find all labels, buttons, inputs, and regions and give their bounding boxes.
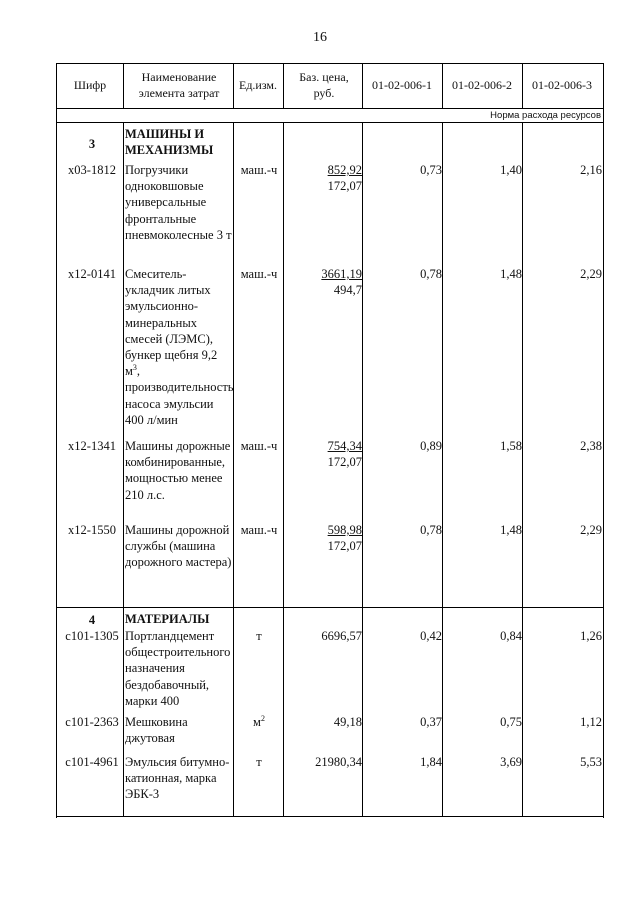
row-price-top: 598,98 (327, 523, 362, 537)
row-price-bottom: 172,07 (327, 179, 362, 193)
row-unit: маш.-ч (240, 267, 278, 281)
row-value-3: 1,12 (580, 715, 602, 729)
row-name: Машины дорожной службы (машина дорожного мастера) (125, 523, 232, 570)
row-value-1: 0,78 (420, 267, 442, 281)
row-price: 21980,34 (315, 755, 362, 769)
col-divider (283, 63, 284, 108)
row-value-3: 2,29 (580, 267, 602, 281)
section-number: 3 (88, 137, 96, 151)
row-value-3: 5,53 (580, 755, 602, 769)
row-value-1: 0,89 (420, 439, 442, 453)
row-value-1: 0,73 (420, 163, 442, 177)
row-code: х12-0141 (68, 267, 116, 281)
row-name: Мешковина джутовая (125, 715, 188, 746)
col-divider (362, 122, 363, 816)
section-title: МАТЕРИАЛЫ (125, 612, 210, 626)
row-name: Портландцемент общестроительного назначения бездобавочный, марки 400 (125, 629, 231, 708)
row-name: Эмульсия битумно-катионная, марка ЭБК-3 (125, 755, 230, 802)
row-value-1: 0,37 (420, 715, 442, 729)
row-price-bottom: 172,07 (327, 539, 362, 553)
col-divider (283, 122, 284, 816)
row-price: 49,18 (333, 715, 362, 729)
row-unit: маш.-ч (240, 439, 278, 453)
row-value-2: 1,48 (500, 523, 522, 537)
row-value-2: 0,75 (500, 715, 522, 729)
row-value-3: 2,29 (580, 523, 602, 537)
page-number: 16 (313, 30, 327, 45)
row-code: с101-1305 (65, 629, 119, 643)
row-unit: т (256, 755, 262, 769)
norm-label: Норма расхода ресурсов (490, 110, 601, 121)
row-price-bottom: 494,7 (333, 283, 362, 297)
row-value-2: 0,84 (500, 629, 522, 643)
col-divider (233, 122, 234, 816)
header-divider (57, 108, 603, 109)
row-code: х12-1550 (68, 523, 116, 537)
header-col3: 01-02-006-3 (532, 78, 592, 92)
col-divider (522, 122, 523, 816)
row-value-3: 1,26 (580, 629, 602, 643)
row-price: 6696,57 (321, 629, 362, 643)
row-value-1: 0,42 (420, 629, 442, 643)
row-price-top: 852,92 (327, 163, 362, 177)
section-title: МАШИНЫ И МЕХАНИЗМЫ (125, 127, 214, 158)
row-unit: т (256, 629, 262, 643)
col-divider (123, 122, 124, 816)
row-value-3: 2,16 (580, 163, 602, 177)
row-code: х03-1812 (68, 163, 116, 177)
header-unit: Ед.изм. (238, 78, 278, 92)
resource-table (56, 63, 604, 818)
row-unit: маш.-ч (240, 523, 278, 537)
row-code: с101-2363 (65, 715, 119, 729)
header-name: Наименование элемента затрат (138, 70, 220, 100)
row-price-bottom: 172,07 (327, 455, 362, 469)
row-value-2: 1,40 (500, 163, 522, 177)
row-name: Машины дорожные комбинированные, мощностью менее 210 л.с. (125, 439, 231, 502)
row-price-top: 754,34 (327, 439, 362, 453)
row-code: х12-1341 (68, 439, 116, 453)
header-code: Шифр (73, 78, 107, 92)
row-value-2: 3,69 (500, 755, 522, 769)
header-price: Баз. цена, руб. (299, 70, 349, 100)
col-divider (442, 122, 443, 816)
row-unit: маш.-ч (240, 163, 278, 177)
table-bottom-border (57, 816, 603, 817)
row-value-1: 0,78 (420, 523, 442, 537)
row-code: с101-4961 (65, 755, 119, 769)
row-value-1: 1,84 (420, 755, 442, 769)
row-value-3: 2,38 (580, 439, 602, 453)
row-value-2: 1,58 (500, 439, 522, 453)
section-number: 4 (88, 613, 96, 627)
header-col2: 01-02-006-2 (452, 78, 512, 92)
row-unit: $м^2$ (253, 713, 265, 729)
row-name: Погрузчики одноковшовые универсальные фронтальные пневмоколесные 3 т (125, 163, 232, 242)
row-price-top: 3661,19 (321, 267, 362, 281)
col-divider (123, 63, 124, 108)
row-name: Смеситель-укладчик литых эмульсионно-минеральных смесей (ЛЭМС), бункер щебня 9,2 $м^3$, производительность насоса эмульсии 400 л/мин (125, 267, 234, 427)
row-value-2: 1,48 (500, 267, 522, 281)
header-col1: 01-02-006-1 (372, 78, 432, 92)
